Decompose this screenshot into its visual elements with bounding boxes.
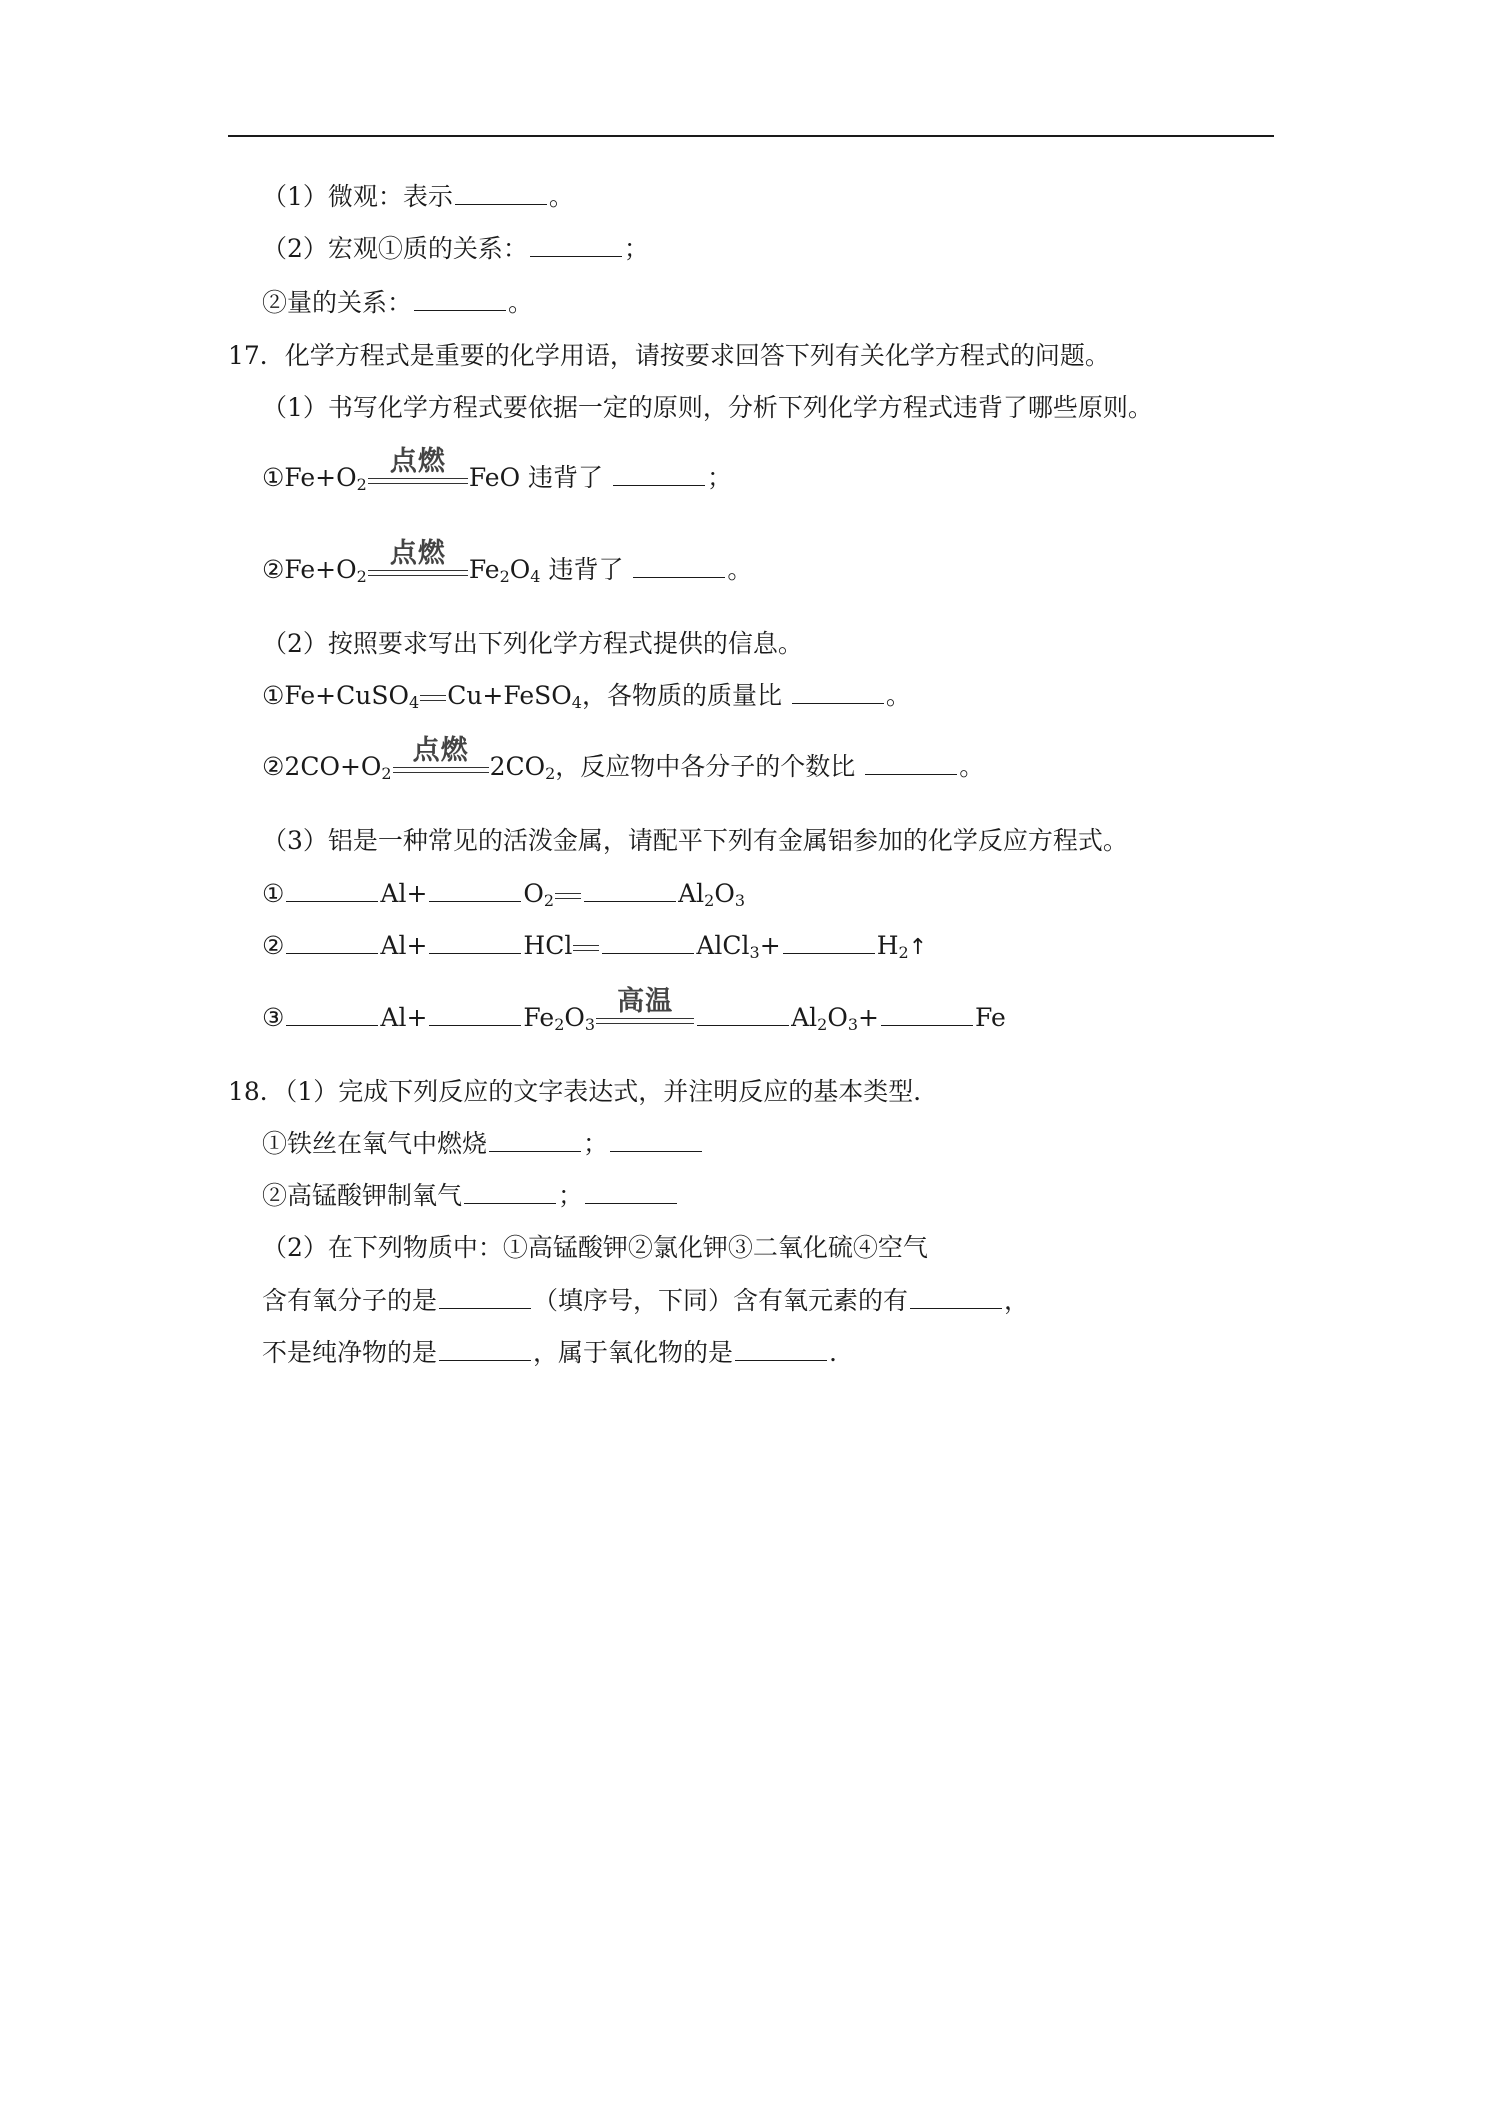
q16-sub1: （1）微观：表示 。: [262, 182, 574, 211]
reaction-condition: 高温: [596, 1006, 694, 1026]
answer-blank[interactable]: [735, 1338, 827, 1361]
q18-line2: 不是纯净物的是 ，属于氧化物的是 .: [262, 1338, 837, 1367]
answer-blank[interactable]: [489, 1129, 581, 1152]
answer-blank[interactable]: [286, 931, 378, 954]
answer-blank[interactable]: [464, 1181, 556, 1204]
answer-blank[interactable]: [602, 931, 694, 954]
gas-arrow-icon: ↑: [908, 935, 928, 960]
q17-part3: （3）铝是一种常见的活泼金属，请配平下列有金属铝参加的化学反应方程式。: [262, 826, 1128, 855]
header-rule: [228, 135, 1274, 137]
q16-sub2b: ②量的关系： 。: [262, 288, 534, 317]
answer-blank[interactable]: [783, 931, 875, 954]
answer-blank[interactable]: [792, 681, 884, 704]
answer-blank[interactable]: [286, 879, 378, 902]
q17-eq1: $①Fe+O_2$ 点燃 FeO 违背了 ；: [262, 446, 733, 494]
q18-item1: ①铁丝在氧气中燃烧 ；: [262, 1128, 704, 1160]
q18-line1: 含有氧分子的是 （填序号，下同）含有氧元素的有 ，: [262, 1286, 1030, 1315]
answer-blank[interactable]: [910, 1286, 1002, 1309]
q17-info2: $②2CO+O_2$ 点燃 $2CO_2$，反应物中各分子的个数比 。: [262, 735, 985, 783]
q17-balance1: ① $Al+ O_2$ $Al_2O_3$: [262, 879, 746, 910]
answer-blank[interactable]: [633, 555, 725, 578]
answer-blank[interactable]: [439, 1338, 531, 1361]
q18-item2: ②高锰酸钾制氧气 ；: [262, 1180, 679, 1212]
answer-blank[interactable]: [439, 1286, 531, 1309]
q17-eq2: $②Fe+O_2$ 点燃 $Fe_2O_4$ 违背了 。: [262, 538, 753, 586]
answer-blank[interactable]: [429, 879, 521, 902]
q17-stem: 17．化学方程式是重要的化学用语，请按要求回答下列有关化学方程式的问题。: [228, 341, 1110, 370]
q17-balance3: ③ $Al+ Fe_2O_3$ 高温 $Al_2O_3+ Fe$: [262, 986, 1006, 1034]
answer-blank[interactable]: [429, 931, 521, 954]
q17-part2: （2）按照要求写出下列化学方程式提供的信息。: [262, 629, 803, 658]
q17-part1: （1）书写化学方程式要依据一定的原则，分析下列化学方程式违背了哪些原则。: [262, 393, 1153, 422]
q17-balance2: ② Al+ HCl AlCl$_3$+ $H_2↑$: [262, 931, 928, 962]
answer-blank[interactable]: [610, 1129, 702, 1152]
q18-part1: 18．（1）完成下列反应的文字表达式，并注明反应的基本类型．: [228, 1077, 939, 1106]
answer-blank[interactable]: [697, 1003, 789, 1026]
answer-blank[interactable]: [881, 1003, 973, 1026]
answer-blank[interactable]: [865, 752, 957, 775]
reaction-condition: 点燃: [368, 466, 468, 486]
answer-blank[interactable]: [429, 1003, 521, 1026]
reaction-condition: 点燃: [368, 558, 468, 578]
answer-blank[interactable]: [455, 182, 547, 205]
answer-blank[interactable]: [584, 879, 676, 902]
answer-blank[interactable]: [530, 234, 622, 257]
answer-blank[interactable]: [286, 1003, 378, 1026]
q17-info1: ①Fe+CuSO$_4$ Cu+FeSO$_4$，各物质的质量比 。: [262, 681, 911, 712]
answer-blank[interactable]: [613, 463, 705, 486]
q18-part2: （2）在下列物质中：①高锰酸钾②氯化钾③二氧化硫④空气: [262, 1233, 928, 1262]
answer-blank[interactable]: [585, 1181, 677, 1204]
answer-blank[interactable]: [414, 288, 506, 311]
reaction-condition: 点燃: [393, 755, 489, 775]
q16-sub2a: （2）宏观①质的关系： ；: [262, 234, 649, 263]
